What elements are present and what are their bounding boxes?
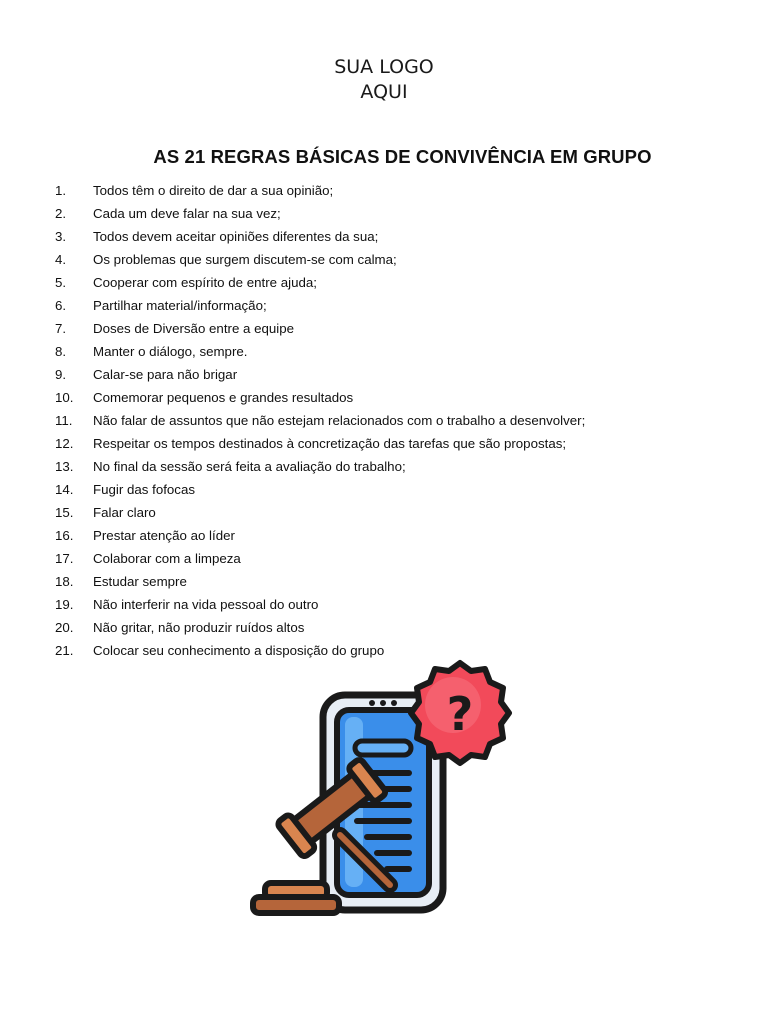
rule-item xyxy=(55,455,585,478)
rule-number: 2. xyxy=(55,206,67,221)
rule-text: Não gritar, não produzir ruídos altos xyxy=(93,620,305,635)
rule-item xyxy=(55,179,585,202)
rule-item xyxy=(55,616,585,639)
rule-text: Todos têm o direito de dar a sua opinião; xyxy=(93,183,334,198)
rule-number: 10. xyxy=(55,390,74,405)
rule-number: 8. xyxy=(55,344,67,359)
rule-item xyxy=(55,271,585,294)
rule-number: 1. xyxy=(55,183,67,198)
rule-number: 5. xyxy=(55,275,67,290)
rule-item xyxy=(55,593,585,616)
rule-number: 6. xyxy=(55,298,67,313)
rule-item xyxy=(55,225,585,248)
rule-text: Cooperar com espírito de entre ajuda; xyxy=(93,275,317,290)
phone-gavel-illustration xyxy=(245,655,525,920)
rule-number: 18. xyxy=(55,574,74,589)
rule-text: Não interferir na vida pessoal do outro xyxy=(93,597,319,612)
rule-text: Doses de Diversão entre a equipe xyxy=(93,321,295,336)
rule-text: Respeitar os tempos destinados à concretização das tarefas que são propostas; xyxy=(93,436,567,451)
logo-line-1: SUA LOGO xyxy=(334,56,434,78)
page-title: AS 21 REGRAS BÁSICAS DE CONVIVÊNCIA EM GRUPO xyxy=(153,146,652,167)
rule-text: Os problemas que surgem discutem-se com calma; xyxy=(93,252,397,267)
rule-text: No final da sessão será feita a avaliação do trabalho; xyxy=(93,459,406,474)
rule-number: 15. xyxy=(55,505,74,520)
rule-item xyxy=(55,432,585,455)
rule-item xyxy=(55,547,585,570)
rule-number: 9. xyxy=(55,367,67,382)
rule-number: 7. xyxy=(55,321,67,336)
rule-item xyxy=(55,386,585,409)
rule-number: 14. xyxy=(55,482,74,497)
rule-number: 13. xyxy=(55,459,74,474)
rule-number: 21. xyxy=(55,643,74,658)
rule-text: Todos devem aceitar opiniões diferentes da sua; xyxy=(93,229,379,244)
rule-text: Colocar seu conhecimento a disposição do grupo xyxy=(93,643,385,658)
rule-number: 17. xyxy=(55,551,74,566)
rule-number: 12. xyxy=(55,436,74,451)
rule-item xyxy=(55,570,585,593)
rule-text: Não falar de assuntos que não estejam relacionados com o trabalho a desenvolver; xyxy=(93,413,586,428)
rule-text: Estudar sempre xyxy=(93,574,187,589)
question-mark: ? xyxy=(446,687,474,741)
rule-text: Comemorar pequenos e grandes resultados xyxy=(93,390,354,405)
rule-number: 16. xyxy=(55,528,74,543)
rule-text: Manter o diálogo, sempre. xyxy=(93,344,248,359)
rule-number: 20. xyxy=(55,620,74,635)
logo-placeholder xyxy=(0,55,768,105)
rule-text: Partilhar material/informação; xyxy=(93,298,267,313)
rule-text: Falar claro xyxy=(93,505,156,520)
rule-item xyxy=(55,501,585,524)
rule-item xyxy=(55,340,585,363)
rule-item xyxy=(55,363,585,386)
rule-text: Cada um deve falar na sua vez; xyxy=(93,206,281,221)
rule-item xyxy=(55,478,585,501)
rule-item xyxy=(55,294,585,317)
rule-item xyxy=(55,248,585,271)
rule-item xyxy=(55,409,585,432)
logo-line-2: AQUI xyxy=(360,81,408,103)
rule-item xyxy=(55,524,585,547)
rule-text: Calar-se para não brigar xyxy=(93,367,238,382)
rules-list xyxy=(55,179,585,662)
rule-text: Fugir das fofocas xyxy=(93,482,195,497)
rule-number: 19. xyxy=(55,597,74,612)
rule-number: 3. xyxy=(55,229,67,244)
rule-item xyxy=(55,317,585,340)
rule-number: 4. xyxy=(55,252,67,267)
rule-text: Prestar atenção ao líder xyxy=(93,528,235,543)
rule-text: Colaborar com a limpeza xyxy=(93,551,241,566)
rule-item xyxy=(55,202,585,225)
rule-number: 11. xyxy=(55,413,73,428)
